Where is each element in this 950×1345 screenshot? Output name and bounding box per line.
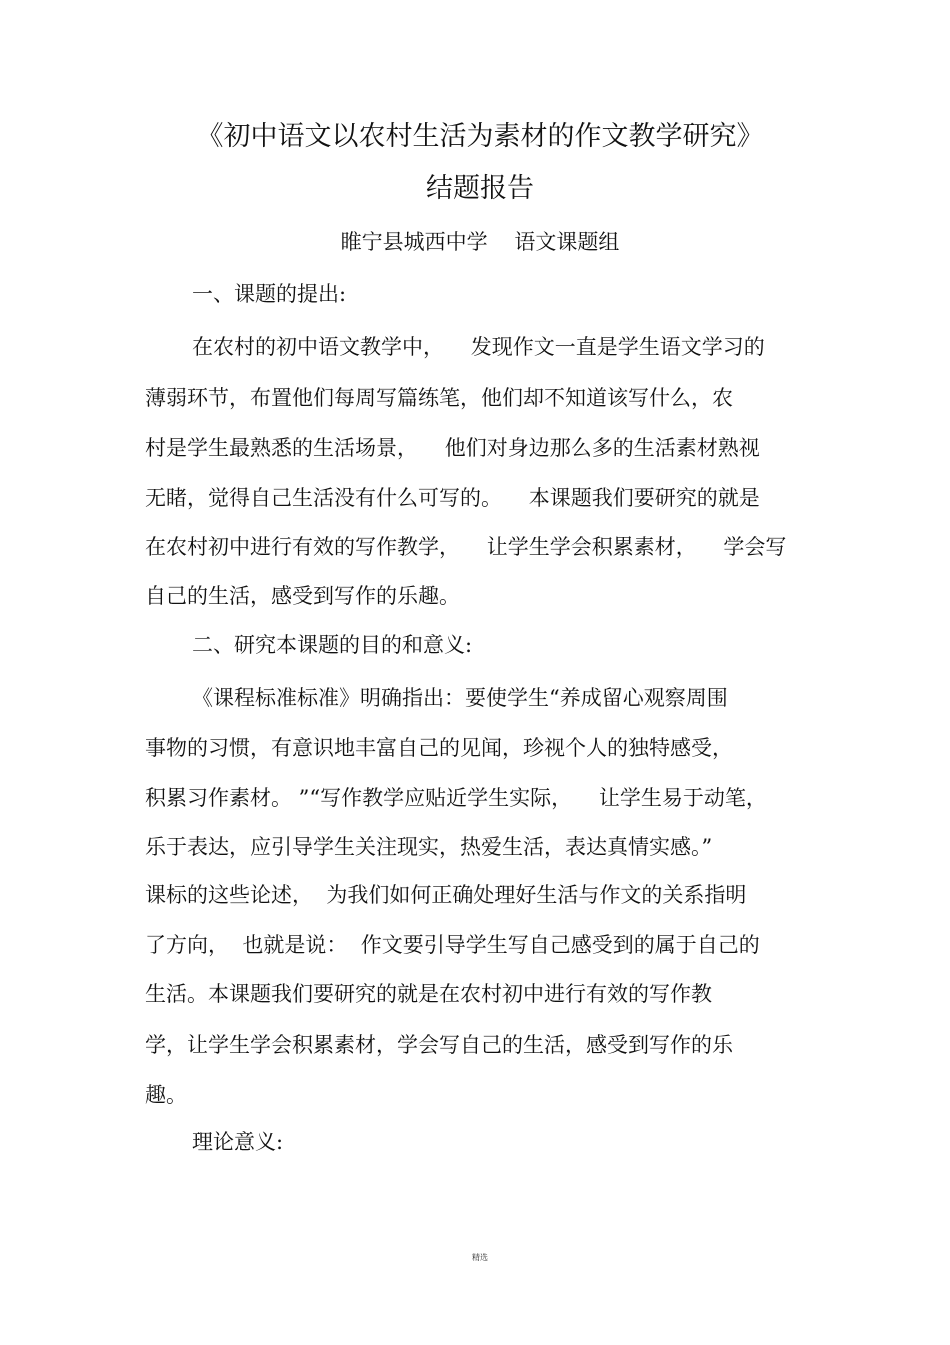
paragraph-line: 积累习作素材。 ”“写作教学应贴近学生实际， 让学生易于动笔， — [145, 786, 767, 810]
paragraph-line: 无睹，觉得自己生活没有什么可写的。 本课题我们要研究的就是 — [145, 486, 760, 510]
paragraph-line: 在农村初中进行有效的写作教学， 让学生学会积累素材， 学会写 — [145, 535, 787, 559]
section-heading-1: 一、课题的提出: — [192, 282, 347, 306]
paragraph-line: 趣。 — [145, 1083, 187, 1107]
paragraph-line: 村是学生最熟悉的生活场景， 他们对身边那么多的生活素材熟视 — [145, 436, 760, 460]
paragraph-line: 薄弱环节，布置他们每周写篇练笔，他们却不知道该写什么，农 — [145, 386, 733, 410]
author-line: 睢宁县城西中学 语文课题组 — [340, 230, 620, 254]
paragraph-line: 生活。本课题我们要研究的就是在农村初中进行有效的写作教 — [145, 982, 712, 1006]
paragraph-line: 课标的这些论述， 为我们如何正确处理好生活与作文的关系指明 — [145, 883, 747, 907]
paragraph-line: 事物的习惯，有意识地丰富自己的见闻，珍视个人的独特感受， — [145, 736, 733, 760]
paragraph-line: 学，让学生学会积累素材，学会写自己的生活，感受到写作的乐 — [145, 1033, 733, 1057]
paragraph-line: 在农村的初中语文教学中， 发现作文一直是学生语文学习的 — [192, 335, 765, 359]
section-heading-3: 理论意义: — [192, 1130, 284, 1154]
paragraph-line: 乐于表达，应引导学生关注现实，热爱生活，表达真情实感。” — [145, 835, 713, 859]
page-footer-label: 精选 — [472, 1253, 488, 1262]
paragraph-line: 《课程标准标准》明确指出：要使学生“养成留心观察周围 — [192, 686, 728, 710]
document-subtitle: 结题报告 — [426, 173, 534, 204]
paragraph-line: 自己的生活，感受到写作的乐趣。 — [145, 584, 460, 608]
document-title: 《初中语文以农村生活为素材的作文教学研究》 — [196, 121, 764, 152]
paragraph-line: 了方向， 也就是说： 作文要引导学生写自己感受到的属于自己的 — [145, 933, 760, 957]
section-heading-2: 二、研究本课题的目的和意义: — [192, 633, 473, 657]
